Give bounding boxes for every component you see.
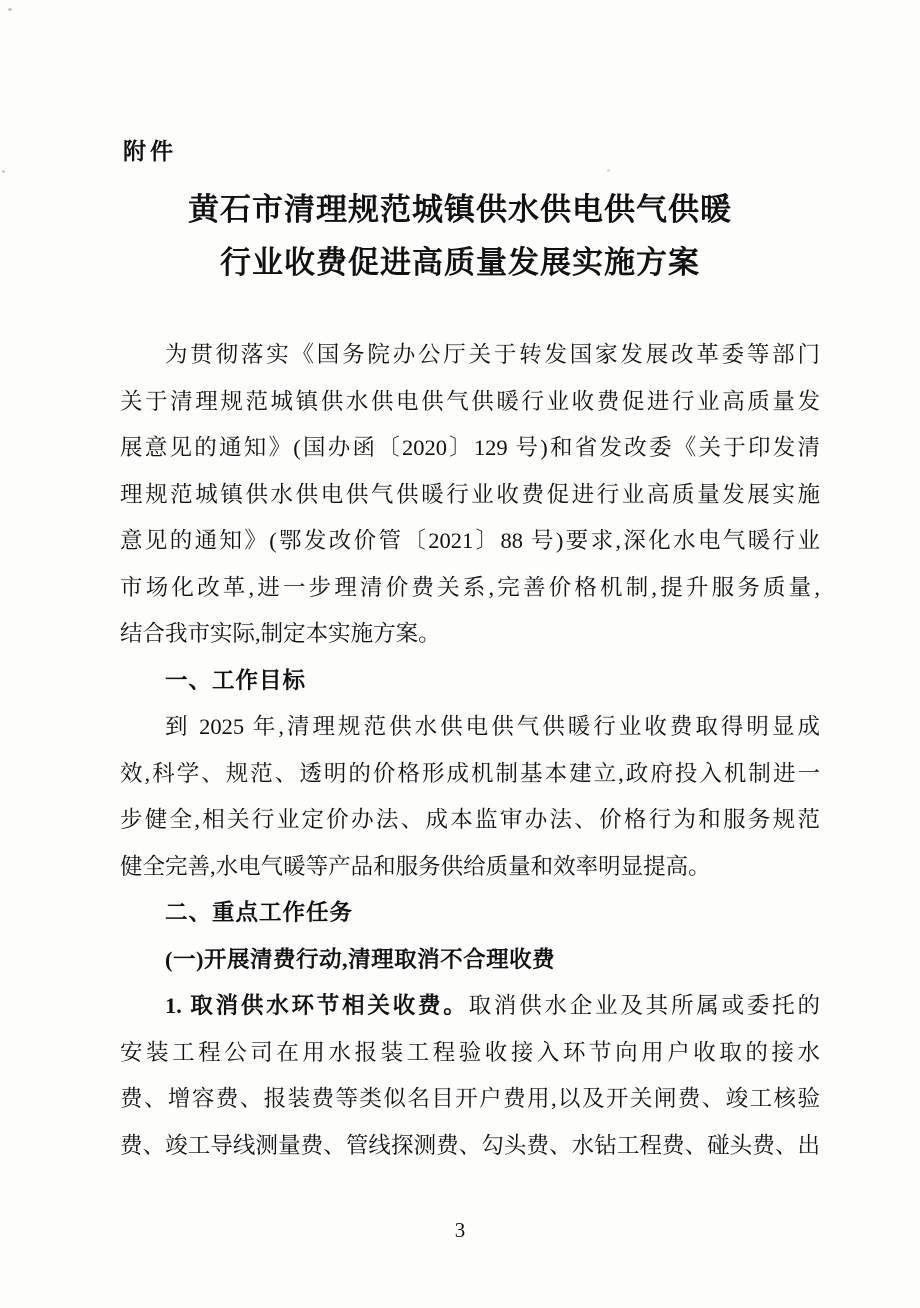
attachment-label: 附件	[123, 138, 177, 164]
text-line: 健全完善,水电气暖等产品和服务供给质量和效率明显提高。	[120, 853, 711, 879]
text-line: 安装工程公司在用水报装工程验收接入环节向用户收取的接水	[120, 1039, 820, 1065]
text-line: 效,科学、规范、透明的价格形成机制基本建立,政府投入机制进一	[120, 760, 820, 786]
text-line: 意见的通知》(鄂发改价管〔2021〕88 号)要求,深化水电气暖行业	[120, 528, 820, 553]
text-line: 结合我市实际,制定本实施方案。	[120, 621, 441, 646]
text-line: 费、竣工导线测量费、管线探测费、勾头费、水钻工程费、碰头费、出	[120, 1132, 820, 1158]
scan-artifact-dot	[8, 8, 12, 11]
scan-artifact-dot	[607, 169, 610, 172]
section-heading: 二、重点工作任务	[165, 900, 354, 925]
document-body	[120, 332, 820, 1169]
text-line	[120, 983, 820, 1030]
text-line: 到 2025 年,清理规范供水供电供气供暖行业收费取得明显成	[165, 714, 820, 739]
text-line: 关于清理规范城镇供水供电供气供暖行业收费促进行业高质量发	[120, 388, 820, 414]
document-title-line-2: 行业收费促进高质量发展实施方案	[220, 245, 700, 280]
sub-section-heading: (一)开展清费行动,清理取消不合理收费	[165, 946, 556, 972]
document-title-line-1: 黄石市清理规范城镇供水供电供气供暖	[188, 192, 732, 227]
section-heading: 一、工作目标	[165, 667, 307, 693]
text-line: 理规范城镇供水供电供气供暖行业收费促进行业高质量发展实施	[120, 481, 820, 507]
text-line: 展意见的通知》(国办函〔2020〕129 号)和省发改委《关于印发清	[120, 435, 820, 460]
text-line: 为贯彻落实《国务院办公厅关于转发国家发展改革委等部门	[165, 342, 820, 367]
text-line: 市场化改革,进一步理清价费关系,完善价格机制,提升服务质量,	[120, 574, 820, 600]
scan-artifact-dot	[2, 170, 5, 173]
document-title	[0, 183, 920, 289]
text-line: 步健全,相关行业定价办法、成本监审办法、价格行为和服务规范	[120, 807, 820, 832]
text-line: 费、增容费、报装费等类似名目开户费用,以及开关闸费、竣工核验	[120, 1086, 820, 1111]
page-number: 3	[454, 1218, 466, 1242]
item-body-text: 取消供水企业及其所属或委托的	[468, 993, 820, 1018]
item-lead-bold-text: 1. 取消供水环节相关收费。	[165, 993, 469, 1018]
